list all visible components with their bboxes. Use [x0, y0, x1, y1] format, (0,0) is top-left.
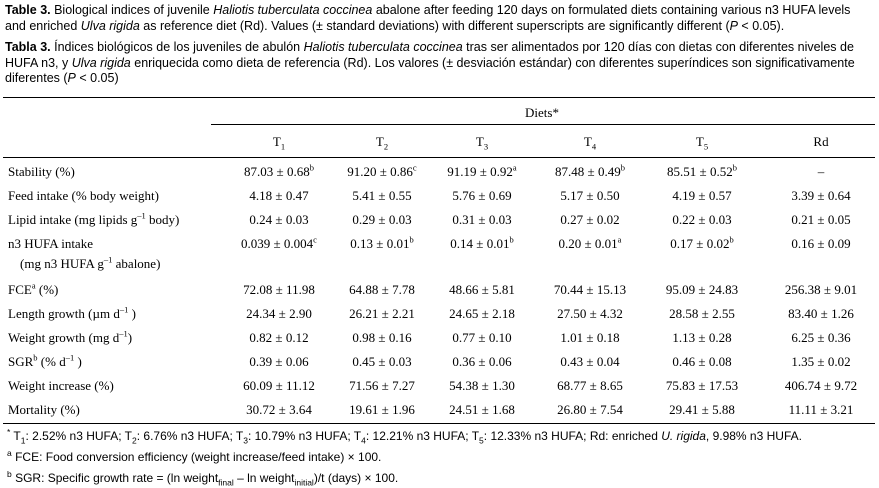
- table-cell: [352, 212, 411, 228]
- table-cell: [791, 212, 850, 228]
- cell-value: 29.41 ± 5.88: [669, 402, 735, 417]
- table-cell: [672, 188, 731, 204]
- cell-value: 24.51 ± 1.68: [449, 402, 515, 417]
- text-part: Feed intake (% body weight): [8, 188, 159, 203]
- significance-superscript: a: [512, 162, 517, 173]
- text-part: : 12.33% n3 HUFA; Rd: enriched: [483, 429, 662, 443]
- cell-value: 83.40 ± 1.26: [788, 306, 854, 321]
- column-header-subscript: 2: [383, 141, 389, 152]
- cell-value: 24.65 ± 2.18: [449, 306, 515, 321]
- table-cell: [243, 378, 315, 394]
- cell-value: 64.88 ± 7.78: [349, 282, 415, 297]
- text-part: Mortality (%): [8, 402, 80, 417]
- table-cell: [557, 378, 623, 394]
- row-label: [8, 282, 58, 298]
- text-part: : 12.21% n3 HUFA; T: [365, 429, 480, 443]
- row-label: [8, 354, 82, 370]
- cell-value: 0.20 ± 0.01: [558, 236, 618, 251]
- cell-value: 71.56 ± 7.27: [349, 378, 415, 393]
- cell-value: 60.09 ± 11.12: [243, 378, 315, 393]
- significance-superscript: c: [313, 234, 317, 245]
- cell-value: 19.61 ± 1.96: [349, 402, 415, 417]
- species-name: Haliotis tuberculata coccinea: [213, 3, 373, 17]
- cell-value: 91.20 ± 0.86: [347, 164, 413, 179]
- table-cell: [560, 188, 619, 204]
- text-part: , 9.98% n3 HUFA.: [705, 429, 802, 443]
- subscript: 2: [132, 435, 137, 446]
- cell-value: 75.83 ± 17.53: [665, 378, 739, 393]
- table-cell: [791, 236, 850, 252]
- table-cell: [791, 188, 850, 204]
- cell-value: 95.09 ± 24.83: [665, 282, 739, 297]
- table-cell: [352, 330, 411, 346]
- table-cell: [788, 306, 854, 322]
- table-cell: [249, 354, 308, 370]
- cell-value: 1.13 ± 0.28: [672, 330, 732, 345]
- column-header-base: T: [695, 134, 704, 149]
- subscript: final: [218, 477, 234, 488]
- column-header: [476, 134, 488, 150]
- text-part: SGR: [8, 354, 34, 369]
- significance-superscript: b: [509, 234, 514, 245]
- cell-value: 4.18 ± 0.47: [249, 188, 309, 203]
- column-header-subscript: 3: [483, 141, 489, 152]
- cell-value: 5.41 ± 0.55: [352, 188, 412, 203]
- superscript: b: [7, 469, 12, 479]
- cell-value: 0.24 ± 0.03: [249, 212, 309, 227]
- caption-text: tras ser alimentados por 120 días con dietas con diferentes niveles de HUFA n3, y: [5, 40, 854, 70]
- header-bottom-rule: [3, 157, 875, 158]
- caption-text: enriquecida como dieta de referencia (Rd). Los valores (± desviación estándar) con diferentes superíndices son significativamente diferentes (: [5, 55, 855, 85]
- cell-value: 5.17 ± 0.50: [560, 188, 620, 203]
- cell-value: 0.82 ± 0.12: [249, 330, 309, 345]
- table-cell: [791, 330, 850, 346]
- cell-value: 0.39 ± 0.06: [249, 354, 309, 369]
- cell-value: 0.36 ± 0.06: [452, 354, 512, 369]
- table-cell: [244, 164, 314, 180]
- table-cell: [449, 378, 515, 394]
- table-cell: [241, 236, 317, 252]
- row-label: [8, 212, 179, 228]
- subscript: 3: [243, 435, 248, 446]
- table-cell: [449, 402, 515, 418]
- table-caption-english: [5, 3, 871, 34]
- column-header-base: T: [272, 134, 281, 149]
- significance-superscript: b: [409, 234, 414, 245]
- cell-value: 24.34 ± 2.90: [246, 306, 312, 321]
- text-part: (%): [35, 282, 59, 297]
- superscript: a: [7, 448, 12, 458]
- table-cell: [669, 306, 735, 322]
- text-part: SGR: Specific growth rate = (ln weight: [11, 471, 219, 485]
- table-top-rule: [3, 97, 875, 98]
- significance-superscript: b: [309, 162, 314, 173]
- cell-value: 0.98 ± 0.16: [352, 330, 412, 345]
- table-cell: [349, 306, 415, 322]
- cell-value: 0.46 ± 0.08: [672, 354, 732, 369]
- cell-value: 5.76 ± 0.69: [452, 188, 512, 203]
- table-cell: [243, 282, 315, 298]
- significance-superscript: a: [617, 234, 622, 245]
- italic-text: U. rigida: [661, 429, 706, 443]
- column-header-base: T: [375, 134, 384, 149]
- table-cell: [791, 354, 850, 370]
- footnote: [7, 469, 399, 488]
- cell-value: 0.14 ± 0.01: [450, 236, 510, 251]
- subscript: 5: [479, 435, 484, 446]
- cell-value: 3.39 ± 0.64: [791, 188, 851, 203]
- column-header: [376, 134, 388, 150]
- table-cell: [785, 282, 857, 298]
- table-cell: [449, 306, 515, 322]
- table-cell: [452, 330, 511, 346]
- text-part: – ln weight: [233, 471, 295, 485]
- table-cell: [449, 282, 515, 298]
- row-label: [8, 330, 132, 346]
- species-name: Ulva rigida: [71, 55, 131, 70]
- cell-value: 87.03 ± 0.68: [244, 164, 310, 179]
- table-cell: [352, 354, 411, 370]
- cell-value: 0.27 ± 0.02: [560, 212, 620, 227]
- table-cell: [559, 236, 622, 252]
- table-cell: [560, 330, 619, 346]
- caption-label: Table 3.: [5, 3, 51, 17]
- table-cell: [560, 354, 619, 370]
- table-cell: [670, 236, 733, 252]
- cell-value: 87.48 ± 0.49: [555, 164, 621, 179]
- caption-text: as reference diet (Rd). Values (± standard deviations) with different superscripts are significantly different (: [139, 18, 730, 33]
- table-cell: [672, 212, 731, 228]
- text-part: ): [127, 330, 133, 345]
- subscript: 1: [20, 435, 26, 446]
- text-part: (mg n3 HUFA g: [20, 256, 104, 271]
- cell-value: 0.21 ± 0.05: [791, 212, 851, 227]
- table-cell: [349, 378, 415, 394]
- significance-superscript: b: [620, 162, 625, 173]
- cell-value: 72.08 ± 11.98: [243, 282, 315, 297]
- table-cell: [350, 236, 413, 252]
- cell-value: 0.16 ± 0.09: [791, 236, 851, 251]
- superscript: *: [7, 427, 11, 437]
- superscript: –1: [103, 254, 113, 265]
- table-cell: [249, 212, 308, 228]
- column-header: [273, 134, 285, 150]
- species-name: Ulva rigida: [80, 18, 140, 33]
- column-header: [584, 134, 596, 150]
- text-part: body): [145, 212, 180, 227]
- cell-value: 0.13 ± 0.01: [350, 236, 410, 251]
- row-label: [8, 378, 114, 394]
- table-cell: [352, 188, 411, 204]
- table-cell: [349, 402, 415, 418]
- column-header-subscript: 1: [280, 141, 286, 152]
- significance-superscript: b: [729, 234, 734, 245]
- superscript: a: [31, 280, 36, 291]
- cell-value: 27.50 ± 4.32: [557, 306, 623, 321]
- table-cell: [249, 330, 308, 346]
- column-header-subscript: 4: [591, 141, 597, 152]
- cell-value: 68.77 ± 8.65: [557, 378, 623, 393]
- table-cell: [347, 164, 416, 180]
- column-header: [813, 134, 828, 150]
- cell-value: 6.25 ± 0.36: [791, 330, 851, 345]
- table-cell: [666, 378, 738, 394]
- column-header: [696, 134, 708, 150]
- table-cell: [557, 402, 623, 418]
- superscript: –1: [119, 304, 129, 315]
- footnote: [7, 427, 802, 446]
- p-symbol: P: [67, 71, 76, 85]
- text-part: : 6.76% n3 HUFA; T: [136, 429, 244, 443]
- subscript: 4: [361, 435, 366, 446]
- superscript: –1: [137, 210, 146, 221]
- cell-value: 26.80 ± 7.54: [557, 402, 623, 417]
- text-part: FCE: [8, 282, 32, 297]
- table-cell: [672, 354, 731, 370]
- species-name: Haliotis tuberculata coccinea: [303, 40, 463, 54]
- column-header-base: T: [475, 134, 484, 149]
- table-cell: [785, 378, 857, 394]
- cell-value: 0.29 ± 0.03: [352, 212, 412, 227]
- caption-text: Biological indices of juvenile: [50, 3, 214, 17]
- table-cell: [246, 402, 312, 418]
- text-part: Stability (%): [8, 164, 75, 179]
- row-label: [8, 236, 93, 252]
- table-cell: [557, 306, 623, 322]
- cell-value: 91.19 ± 0.92: [447, 164, 513, 179]
- table-cell: [349, 282, 415, 298]
- cell-value: 0.17 ± 0.02: [670, 236, 730, 251]
- table-cell: [249, 188, 308, 204]
- table-cell: [447, 164, 516, 180]
- cell-value: 0.31 ± 0.03: [452, 212, 512, 227]
- text-part: Weight increase (%): [8, 378, 114, 393]
- superscript: –1: [119, 328, 128, 339]
- cell-value: 30.72 ± 3.64: [246, 402, 312, 417]
- row-label: [8, 306, 136, 322]
- table-cell: [672, 330, 731, 346]
- table-cell: [818, 164, 825, 180]
- p-symbol: P: [729, 18, 738, 33]
- caption-text: abalone after feeding 120 days on formulated diets containing various n3 HUFA levels and enriched: [5, 3, 851, 33]
- superscript: –1: [65, 352, 75, 363]
- table-cell: [452, 212, 511, 228]
- text-part: ): [128, 306, 136, 321]
- cell-value: 0.039 ± 0.004: [241, 236, 314, 251]
- column-header-base: Rd: [813, 134, 829, 149]
- footnote: [7, 450, 381, 464]
- cell-value: 256.38 ± 9.01: [784, 282, 858, 297]
- cell-value: 70.44 ± 15.13: [553, 282, 627, 297]
- text-part: ): [74, 354, 82, 369]
- row-label: [8, 164, 75, 180]
- table-cell: [789, 402, 854, 418]
- table-cell: [452, 354, 511, 370]
- text-part: n3 HUFA intake: [8, 236, 93, 251]
- cell-value: 0.22 ± 0.03: [672, 212, 732, 227]
- cell-value: 54.38 ± 1.30: [449, 378, 515, 393]
- table-cell: [452, 188, 511, 204]
- caption-text: < 0.05).: [737, 18, 785, 33]
- cell-value: 0.43 ± 0.04: [560, 354, 620, 369]
- cell-value: –: [817, 164, 825, 179]
- cell-value: 28.58 ± 2.55: [669, 306, 735, 321]
- cell-value: 48.66 ± 5.81: [449, 282, 515, 297]
- row-label-continuation: [20, 256, 160, 272]
- cell-value: 11.11 ± 3.21: [788, 402, 854, 417]
- text-part: abalone): [112, 256, 161, 271]
- cell-value: 1.01 ± 0.18: [560, 330, 620, 345]
- diets-header-rule: [211, 124, 875, 125]
- caption-label: Tabla 3.: [5, 40, 51, 54]
- significance-superscript: c: [412, 162, 417, 173]
- text-part: )/t (days) × 100.: [313, 471, 399, 485]
- text-part: (% d: [37, 354, 66, 369]
- table-cell: [669, 402, 735, 418]
- text-part: T: [10, 429, 21, 443]
- column-header-subscript: 5: [703, 141, 709, 152]
- table-cell: [450, 236, 513, 252]
- cell-value: 406.74 ± 9.72: [784, 378, 858, 393]
- row-label: [8, 402, 80, 418]
- text-part: : 2.52% n3 HUFA; T: [25, 429, 132, 443]
- cell-value: 85.51 ± 0.52: [667, 164, 733, 179]
- column-header-base: T: [583, 134, 592, 149]
- table-cell: [560, 212, 619, 228]
- table-bottom-rule: [3, 423, 875, 424]
- table-caption-spanish: [5, 40, 871, 87]
- significance-superscript: b: [732, 162, 737, 173]
- cell-value: 1.35 ± 0.02: [791, 354, 851, 369]
- row-label: [8, 188, 159, 204]
- table-cell: [667, 164, 737, 180]
- text-part: Lipid intake (mg lipids g: [8, 212, 138, 227]
- text-part: Weight growth (mg d: [8, 330, 120, 345]
- table-cell: [555, 164, 625, 180]
- table-cell: [666, 282, 738, 298]
- text-part: Length growth (µm d: [8, 306, 120, 321]
- cell-value: 26.21 ± 2.21: [349, 306, 415, 321]
- text-part: FCE: Food conversion efficiency (weight increase/feed intake) × 100.: [11, 450, 382, 464]
- subscript: initial: [294, 477, 314, 488]
- cell-value: 4.19 ± 0.57: [672, 188, 732, 203]
- cell-value: 0.45 ± 0.03: [352, 354, 412, 369]
- diets-group-header: Diets*: [525, 105, 559, 120]
- caption-text: Índices biológicos de los juveniles de abulón: [50, 40, 304, 54]
- caption-text: < 0.05): [75, 71, 119, 85]
- text-part: : 10.79% n3 HUFA; T: [247, 429, 362, 443]
- cell-value: 0.77 ± 0.10: [452, 330, 512, 345]
- table-cell: [554, 282, 626, 298]
- table-cell: [246, 306, 312, 322]
- superscript: b: [33, 352, 38, 363]
